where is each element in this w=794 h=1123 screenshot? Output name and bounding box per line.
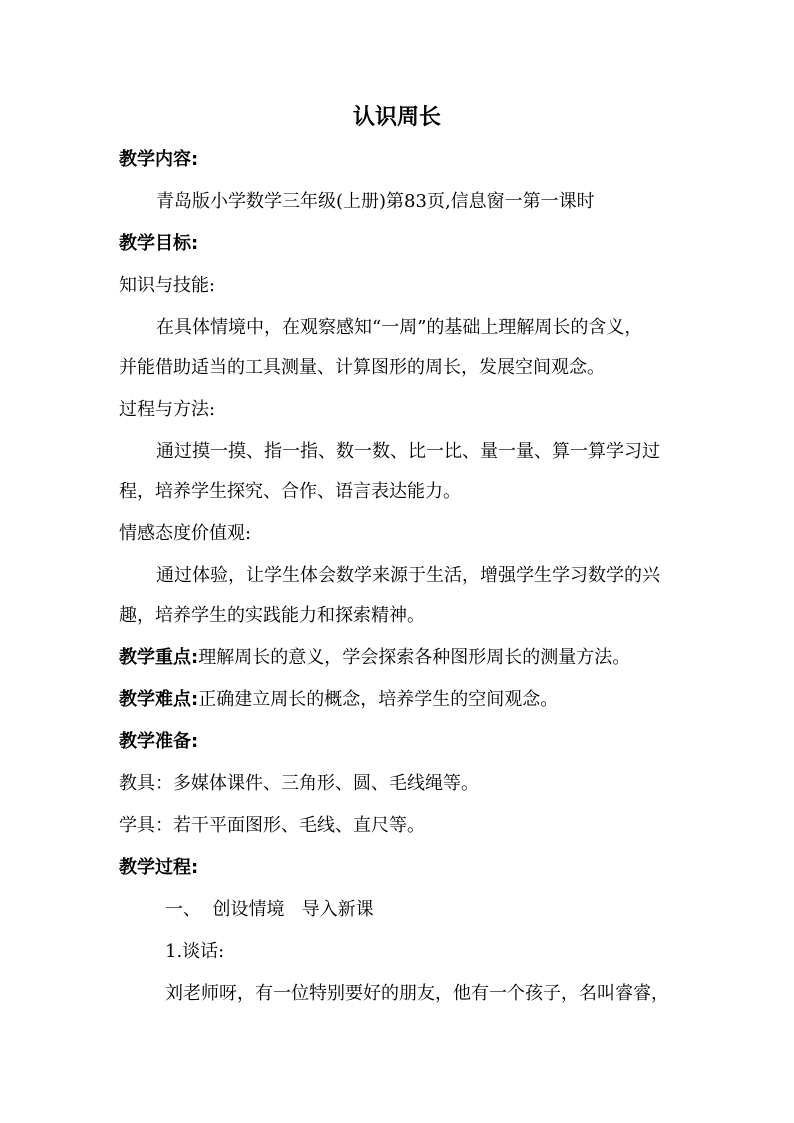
knowledge-line-1: 在具体情境中，在观察感知“一周”的基础上理解周长的含义， [156,317,643,338]
difficulty-label: 教学难点: [119,689,199,710]
key-point-text: 理解周长的意义，学会探索各种图形周长的测量方法。 [198,647,631,668]
emotion-line-2: 趣，培养学生的实践能力和探索精神。 [119,605,425,626]
process-line-2: 程，培养学生探究、合作、语言表达能力。 [119,481,461,502]
section-1-heading: 一、 创设情境 导入新课 [165,899,374,920]
teacher-tools: 教具：多媒体课件、三角形、圆、毛线绳等。 [119,773,479,794]
content-text: 青岛版小学数学三年级(上册)第83页,信息窗一第一课时 [156,191,595,212]
objectives-heading: 教学目标: [119,233,199,254]
process-line-1: 通过摸一摸、指一指、数一数、比一比、量一量、算一算学习过 [156,441,660,462]
knowledge-line-2: 并能借助适当的工具测量、计算图形的周长，发展空间观念。 [119,357,605,378]
item-1-label: 1.谈话: [165,941,225,962]
key-point-line [119,646,630,670]
key-point-label: 教学重点: [119,647,199,668]
difficulty-text: 正确建立周长的概念，培养学生的空间观念。 [198,689,559,710]
knowledge-label: 知识与技能: [119,275,216,296]
process-heading: 教学过程: [119,857,199,878]
process-label: 过程与方法: [119,399,216,420]
emotion-label: 情感态度价值观: [119,523,252,544]
difficulty-line [119,688,558,712]
page-title: 认识周长 [352,105,441,130]
student-tools: 学具：若干平面图形、毛线、直尺等。 [119,815,425,836]
item-1-text: 刘老师呀，有一位特别要好的朋友，他有一个孩子，名叫睿睿， [165,983,669,1004]
content-heading: 教学内容: [119,149,199,170]
preparation-heading: 教学准备: [119,731,199,752]
emotion-line-1: 通过体验，让学生体会数学来源于生活，增强学生学习数学的兴 [156,565,660,586]
